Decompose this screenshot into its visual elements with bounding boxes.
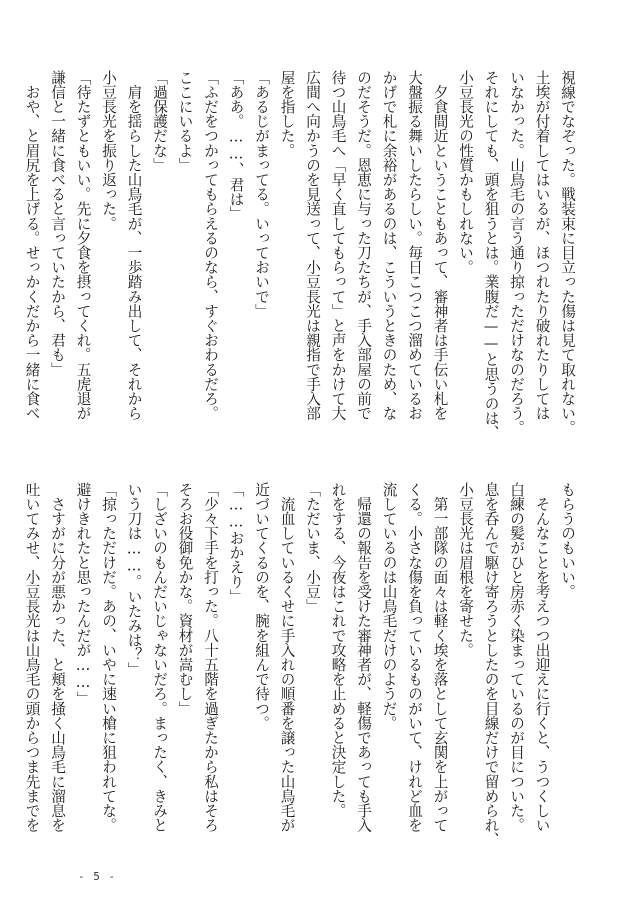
page-number: - 5 - (78, 870, 117, 883)
text-line: 「過保護だな」 (151, 70, 168, 173)
text-line: さすがに分が悪かった、と頬を掻く山鳥毛に溜息を (49, 482, 66, 833)
text-line: いう刀は……。いたみは？」 (125, 482, 143, 677)
text-line: もらうのもいい。 (559, 482, 576, 599)
text-line: 小豆長光は眉根を寄せた。 (457, 482, 474, 658)
text-line: それにしても、頭を狙うとは。業腹だ——と思うのは、 (482, 70, 500, 440)
text-line: 「ふだをつかってもらえるのなら、すぐおわるだろ。 (202, 70, 219, 421)
text-line: のだそうだ。恩恵に与った刀たちが、手入部屋の前で (355, 70, 372, 421)
text-line: 視線でなぞった。戦装束に目立った傷は見て取れない。 (559, 70, 576, 435)
text-line: れをする、今夜はこれで攻略を止めると決定した。 (329, 482, 347, 818)
text-line: 夕食間近ということもあって、審神者は手伝い札を (431, 70, 449, 421)
text-line: そろお役御免かな。資材が嵩むし」 (176, 482, 194, 716)
text-line: 第一部隊の面々は軽く埃を落として玄関を上がって (431, 482, 449, 833)
text-line: 屋を指した。 (278, 70, 296, 158)
text-line: 広間へ向かうのを見送って、小豆長光は親指で手入部 (304, 70, 321, 421)
text-line: 謙信と一緒に食べると言っていたから、君も」 (49, 70, 66, 377)
text-line: ここにいるよ」 (176, 70, 194, 173)
text-line: 大盤振る舞いしたらしい。毎日こつこつ溜めているお (406, 70, 423, 421)
text-line: 流血しているくせに手入れの順番を譲った山鳥毛が (278, 482, 296, 833)
text-line: 「あるじがまってる。いっておいで」 (253, 70, 270, 319)
text-line: かげで札に余裕があるのは、こういうときのため、な (380, 70, 398, 421)
text-line: 小豆長光の性質かもしれない。 (457, 70, 474, 275)
text-line: 「しざいのもんだいじゃないだろ。まったく、きみと (151, 482, 168, 833)
text-line: 「ああ。……、君は」 (227, 70, 245, 221)
text-line: 近づいてくるのを、腕を組んで待つ。 (253, 482, 270, 731)
text-line: 避けきれたと思ったんだが……」 (74, 482, 92, 706)
text-line: 小豆長光を振り返った。 (100, 70, 117, 231)
text-line: 「少々下手を打った。八十五階を過ぎたから私はそろ (202, 482, 219, 833)
text-line: おや、と眉尻を上げる。せっかくだから一緒に食べ (23, 70, 41, 421)
text-line: 土埃が付着してはいるが、ほつれたり破れたりしては (533, 70, 551, 421)
text-line: 「待たずともいい。先に夕食を摂ってくれ。五虎退が (74, 70, 92, 421)
text-line: 息を呑んで駆け寄ろうとしたのを目線だけで留められ、 (482, 482, 500, 847)
text-line: 白練の髪がひと房赤く染まっているのが目についた。 (508, 482, 525, 833)
text-line: 肩を揺らした山鳥毛が、一歩踏み出して、それから (125, 70, 143, 421)
text-line: くる。小さな傷を負っているものがいて、けれど血を (406, 482, 423, 833)
text-line: そんなことを考えつつ出迎えに行くと、うつくしい (533, 482, 551, 833)
text-line: 「掠っただけだ。あの、いやに速い槍に狙われてな。 (100, 482, 117, 833)
text-line: 吐いてみせ、小豆長光は山鳥毛の頭からつま先までを (23, 482, 41, 833)
text-line: 帰還の報告を受けた審神者が、軽傷であっても手入 (355, 482, 372, 833)
text-line: 流しているのは山鳥毛だけのようだ。 (380, 482, 398, 731)
text-line: 「ただいま、小豆」 (304, 482, 321, 614)
lower-text-block (23, 482, 580, 857)
text-line: いなかった。山鳥毛の言う通り掠っただけなのだろう。 (508, 70, 525, 435)
text-line: 待つ山鳥毛へ「早く直してもらって」と声をかけて大 (329, 70, 347, 421)
upper-text-block (23, 70, 580, 440)
text-line: 「……おかえり」 (227, 482, 245, 604)
